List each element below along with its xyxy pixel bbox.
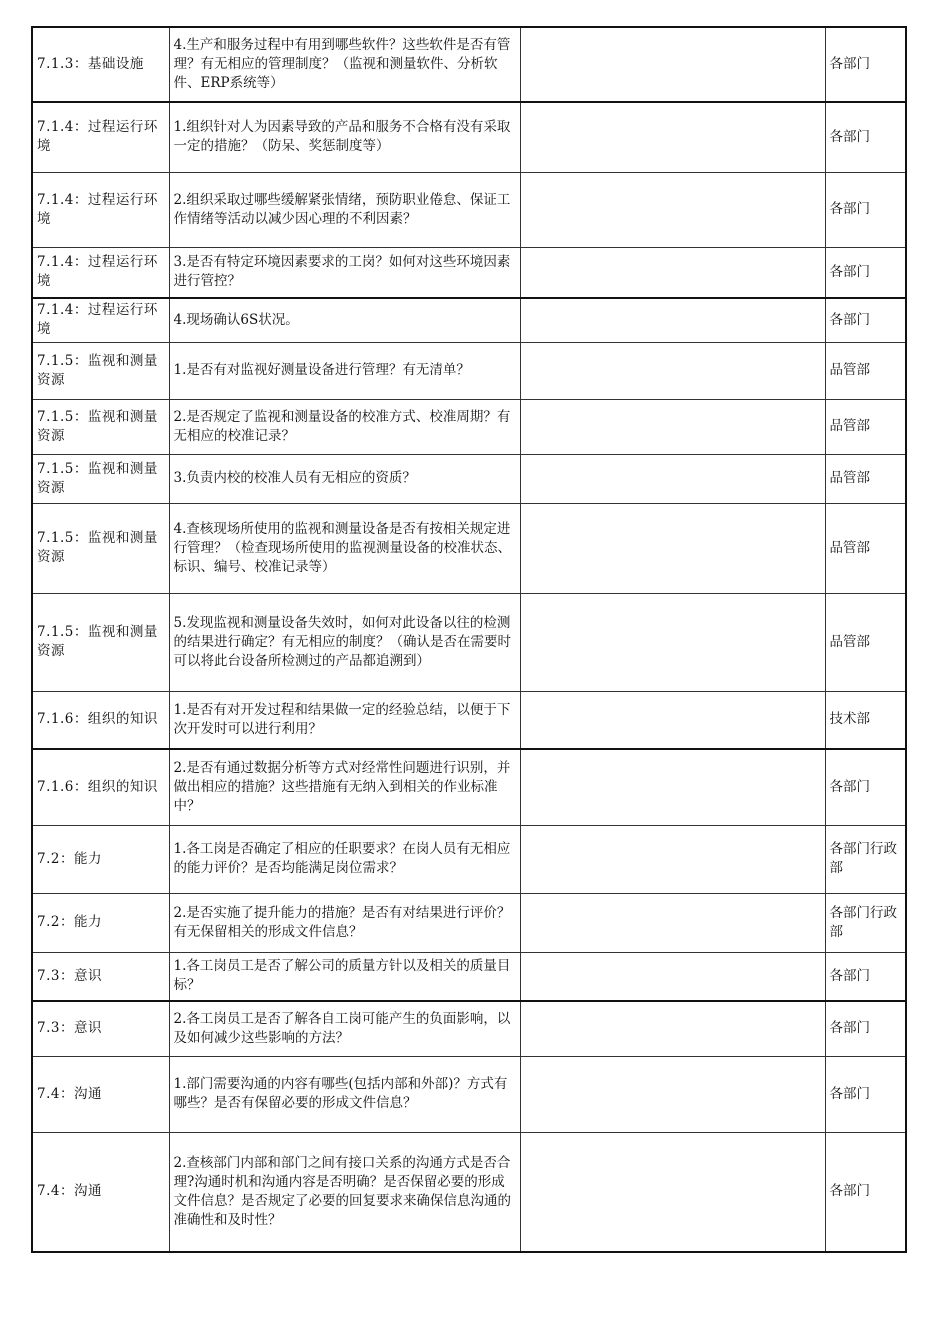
table-row bbox=[32, 1056, 906, 1132]
notes-cell[interactable] bbox=[520, 172, 825, 247]
table-row bbox=[32, 247, 906, 298]
dept-cell: 各部门 bbox=[825, 1056, 906, 1132]
table-row bbox=[32, 593, 906, 691]
question-cell: 1.部门需要沟通的内容有哪些(包括内部和外部)？方式有哪些？是否有保留必要的形成文件信息？ bbox=[169, 1056, 520, 1132]
clause-cell: 7.1.6：组织的知识 bbox=[32, 691, 169, 749]
dept-cell: 各部门 bbox=[825, 298, 906, 342]
table-row bbox=[32, 27, 906, 102]
table-row bbox=[32, 749, 906, 825]
notes-cell[interactable] bbox=[520, 952, 825, 1001]
clause-cell: 7.1.4：过程运行环境 bbox=[32, 247, 169, 298]
notes-cell[interactable] bbox=[520, 102, 825, 172]
notes-cell[interactable] bbox=[520, 593, 825, 691]
notes-cell[interactable] bbox=[520, 247, 825, 298]
dept-cell: 各部门 bbox=[825, 1132, 906, 1252]
table-row bbox=[32, 102, 906, 172]
dept-cell: 各部门 bbox=[825, 749, 906, 825]
notes-cell[interactable] bbox=[520, 503, 825, 593]
table-row bbox=[32, 952, 906, 1001]
dept-cell: 品管部 bbox=[825, 593, 906, 691]
notes-cell[interactable] bbox=[520, 27, 825, 102]
clause-cell: 7.1.6：组织的知识 bbox=[32, 749, 169, 825]
table-row bbox=[32, 454, 906, 503]
question-cell: 4.现场确认6S状况。 bbox=[169, 298, 520, 342]
clause-cell: 7.4：沟通 bbox=[32, 1056, 169, 1132]
dept-cell: 品管部 bbox=[825, 399, 906, 454]
clause-cell: 7.1.4：过程运行环境 bbox=[32, 298, 169, 342]
question-cell: 2.是否实施了提升能力的措施？是否有对结果进行评价？有无保留相关的形成文件信息？ bbox=[169, 893, 520, 952]
dept-cell: 各部门 bbox=[825, 952, 906, 1001]
question-cell: 4.查核现场所使用的监视和测量设备是否有按相关规定进行管理？（检查现场所使用的监视测量设备的校准状态、标识、编号、校准记录等） bbox=[169, 503, 520, 593]
dept-cell: 各部门 bbox=[825, 172, 906, 247]
dept-cell: 各部门 bbox=[825, 27, 906, 102]
dept-cell: 各部门行政部 bbox=[825, 893, 906, 952]
table-row bbox=[32, 342, 906, 399]
question-cell: 2.是否规定了监视和测量设备的校准方式、校准周期？有无相应的校准记录？ bbox=[169, 399, 520, 454]
clause-cell: 7.4：沟通 bbox=[32, 1132, 169, 1252]
notes-cell[interactable] bbox=[520, 342, 825, 399]
question-cell: 1.各工岗是否确定了相应的任职要求？在岗人员有无相应的能力评价？是否均能满足岗位需求？ bbox=[169, 825, 520, 893]
clause-cell: 7.3：意识 bbox=[32, 1001, 169, 1056]
table-row bbox=[32, 1132, 906, 1252]
table-row bbox=[32, 503, 906, 593]
clause-cell: 7.1.4：过程运行环境 bbox=[32, 172, 169, 247]
notes-cell[interactable] bbox=[520, 825, 825, 893]
table-row bbox=[32, 298, 906, 342]
clause-cell: 7.1.5：监视和测量资源 bbox=[32, 399, 169, 454]
dept-cell: 品管部 bbox=[825, 342, 906, 399]
notes-cell[interactable] bbox=[520, 1001, 825, 1056]
dept-cell: 各部门 bbox=[825, 1001, 906, 1056]
dept-cell: 品管部 bbox=[825, 503, 906, 593]
dept-cell: 技术部 bbox=[825, 691, 906, 749]
clause-cell: 7.3：意识 bbox=[32, 952, 169, 1001]
table-row bbox=[32, 825, 906, 893]
clause-cell: 7.1.5：监视和测量资源 bbox=[32, 593, 169, 691]
notes-cell[interactable] bbox=[520, 749, 825, 825]
question-cell: 5.发现监视和测量设备失效时，如何对此设备以往的检测的结果进行确定？有无相应的制度？（确认是否在需要时可以将此台设备所检测过的产品都追溯到） bbox=[169, 593, 520, 691]
table-row bbox=[32, 691, 906, 749]
clause-cell: 7.1.3：基础设施 bbox=[32, 27, 169, 102]
clause-cell: 7.2：能力 bbox=[32, 893, 169, 952]
dept-cell: 各部门 bbox=[825, 102, 906, 172]
question-cell: 2.查核部门内部和部门之间有接口关系的沟通方式是否合理?沟通时机和沟通内容是否明确？是否保留必要的形成文件信息？是否规定了必要的回复要求来确保信息沟通的准确性和及时性？ bbox=[169, 1132, 520, 1252]
clause-cell: 7.1.5：监视和测量资源 bbox=[32, 454, 169, 503]
question-cell: 1.是否有对监视好测量设备进行管理？有无清单？ bbox=[169, 342, 520, 399]
audit-checklist-table bbox=[31, 26, 907, 1253]
question-cell: 3.是否有特定环境因素要求的工岗？如何对这些环境因素进行管控？ bbox=[169, 247, 520, 298]
clause-cell: 7.1.5：监视和测量资源 bbox=[32, 342, 169, 399]
clause-cell: 7.1.5：监视和测量资源 bbox=[32, 503, 169, 593]
clause-cell: 7.2：能力 bbox=[32, 825, 169, 893]
table-row bbox=[32, 399, 906, 454]
notes-cell[interactable] bbox=[520, 1132, 825, 1252]
question-cell: 2.是否有通过数据分析等方式对经常性问题进行识别，并做出相应的措施？这些措施有无纳入到相关的作业标准中？ bbox=[169, 749, 520, 825]
dept-cell: 各部门行政部 bbox=[825, 825, 906, 893]
notes-cell[interactable] bbox=[520, 399, 825, 454]
table-row bbox=[32, 172, 906, 247]
question-cell: 1.各工岗员工是否了解公司的质量方针以及相关的质量目标？ bbox=[169, 952, 520, 1001]
clause-cell: 7.1.4：过程运行环境 bbox=[32, 102, 169, 172]
dept-cell: 各部门 bbox=[825, 247, 906, 298]
question-cell: 3.负责内校的校准人员有无相应的资质？ bbox=[169, 454, 520, 503]
table-row bbox=[32, 893, 906, 952]
question-cell: 1.是否有对开发过程和结果做一定的经验总结，以便于下次开发时可以进行利用？ bbox=[169, 691, 520, 749]
notes-cell[interactable] bbox=[520, 893, 825, 952]
question-cell: 1.组织针对人为因素导致的产品和服务不合格有没有采取一定的措施？（防呆、奖惩制度等） bbox=[169, 102, 520, 172]
table-row bbox=[32, 1001, 906, 1056]
dept-cell: 品管部 bbox=[825, 454, 906, 503]
notes-cell[interactable] bbox=[520, 691, 825, 749]
question-cell: 2.组织采取过哪些缓解紧张情绪，预防职业倦怠、保证工作情绪等活动以减少因心理的不利因素？ bbox=[169, 172, 520, 247]
notes-cell[interactable] bbox=[520, 298, 825, 342]
notes-cell[interactable] bbox=[520, 1056, 825, 1132]
notes-cell[interactable] bbox=[520, 454, 825, 503]
question-cell: 4.生产和服务过程中有用到哪些软件？这些软件是否有管理？有无相应的管理制度？（监视和测量软件、分析软件、ERP系统等） bbox=[169, 27, 520, 102]
question-cell: 2.各工岗员工是否了解各自工岗可能产生的负面影响，以及如何减少这些影响的方法？ bbox=[169, 1001, 520, 1056]
